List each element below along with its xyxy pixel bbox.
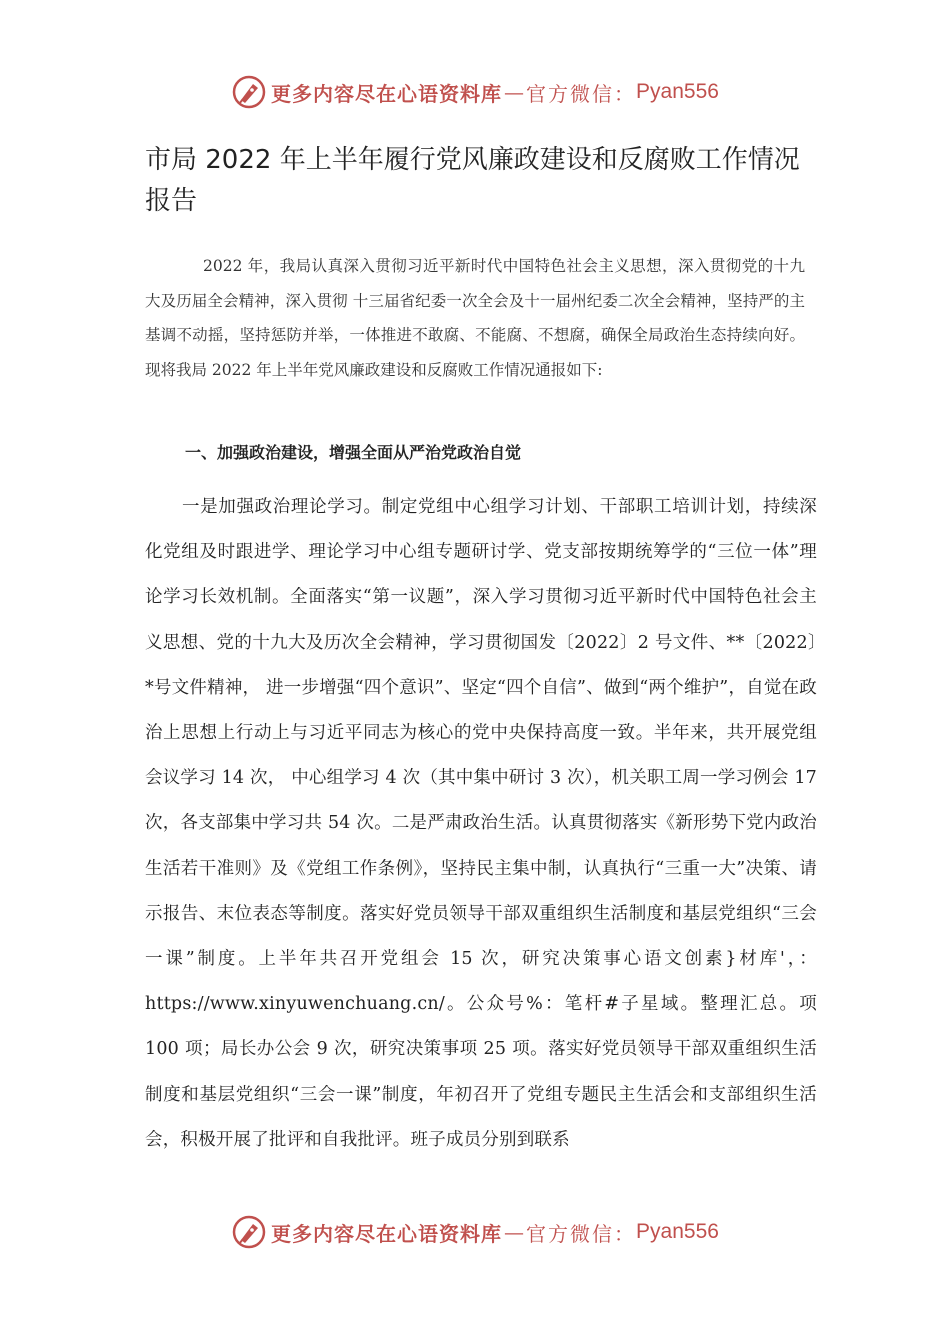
banner-wechat-label: 官方微信：: [526, 1221, 637, 1246]
banner-separator: —: [504, 1220, 525, 1244]
banner-account: Pyan556: [636, 80, 719, 103]
intro-paragraph: 2022 年，我局认真深入贯彻习近平新时代中国特色社会主义思想，深入贯彻党的十九大及历届全会精神，深入贯彻 十三届省纪委一次全会及十一届州纪委二次全会精神，坚持严的主基调不动摇，坚持惩防并举，一体推进不敢腐、不能腐、不想腐，确保全局政治生态持续向好。现将我局 2022 年上半年党风廉政建设和反腐败工作情况通报如下:: [145, 257, 805, 379]
header-banner: [0, 72, 950, 112]
section-heading: 一、加强政治建设，增强全面从严治党政治自觉: [185, 443, 522, 462]
document-title: 市局 2022 年上半年履行党风廉政建设和反腐败工作情况报告: [145, 145, 800, 216]
banner-text: 更多内容尽在心语资料库: [271, 81, 503, 106]
banner-wechat-label: 官方微信：: [526, 81, 637, 106]
footer-banner: [0, 1212, 950, 1252]
banner-text: 更多内容尽在心语资料库: [271, 1221, 503, 1246]
banner-separator: —: [504, 80, 525, 104]
pen-nib-logo-icon: [231, 74, 267, 110]
body-paragraph: 一是加强政治理论学习。制定党组中心组学习计划、干部职工培训计划，持续深化党组及时跟进学、理论学习中心组专题研讨学、党支部按期统筹学的“三位一体”理论学习长效机制。全面落实“第一议题”，深入学习贯彻习近平新时代中国特色社会主义思想、党的十九大及历次全会精神，学习贯彻国发〔2022〕2 号文件、**〔2022〕*号文件精神， 进一步增强“四个意识”、坚定“四个自信”、做到“两个维护”，自觉在政治上思想上行动上与习近平同志为核心的党中央保持高度一致。半年来，共开展党组会议学习 14 次， 中心组学习 4 次（其中集中研讨 3 次），机关职工周一学习例会 17 次，各支部集中学习共 54 次。二是严肃政治生活。认真贯彻落实《新形势下党内政治生活若干准则》及《党组工作条例》，坚持民主集中制，认真执行“三重一大”决策、请示报告、末位表态等制度。落实好党员领导干部双重组织生活制度和基层党组织“三会一课”制度。上半年共召开党组会 15 次，研究决策事心语文创素}材库'，：https://www.xinyuwenchuang.cn/。公众号%：笔杆#子星域。整理汇总。项 100 项；局长办公会 9 次，研究决策事项 25 项。落实好党员领导干部双重组织生活制度和基层党组织“三会一课”制度，年初召开了党组专题民主生活会和支部组织生活会，积极开展了批评和自我批评。班子成员分别到联系: [145, 497, 817, 1150]
banner-account: Pyan556: [636, 1220, 719, 1243]
pen-nib-logo-icon: [231, 1214, 267, 1250]
